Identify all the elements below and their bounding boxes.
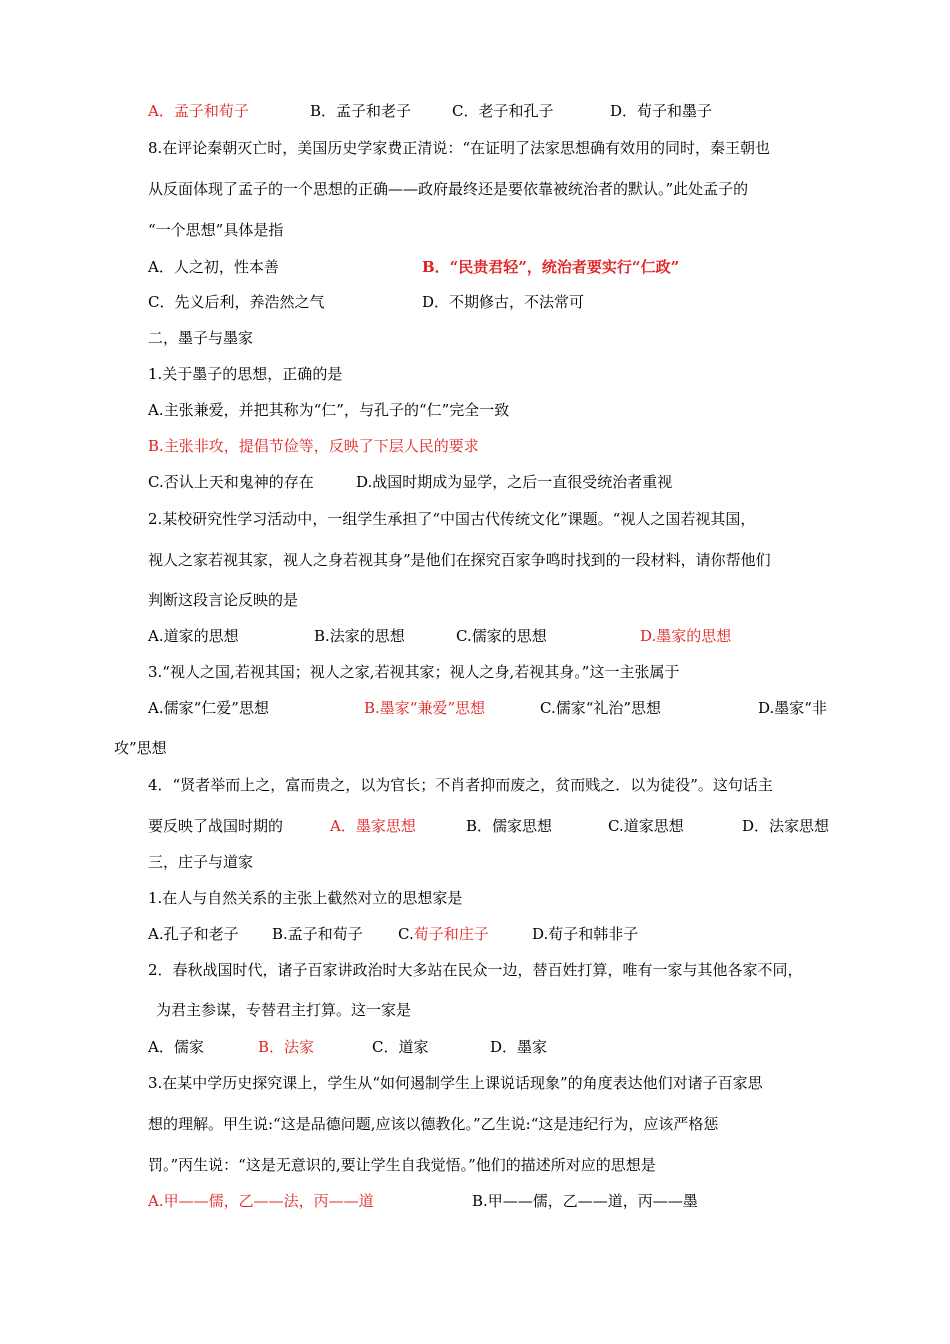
- q8-option-c: C．先义后利，养浩然之气: [148, 293, 325, 311]
- q8-option-d: D．不期修古，不法常可: [422, 293, 585, 311]
- s3q1-option-c-letter: C.: [398, 925, 414, 943]
- s3q1-option-a: A.孔子和老子: [148, 925, 239, 943]
- s3q3-stem-line2: 想的理解。甲生说:“这是品德问题,应该以德教化。”乙生说:“这是违纪行为，应该严格惩: [148, 1115, 719, 1133]
- q8-stem-line1: 8.在评论秦朝灭亡时，美国历史学家费正清说：“在证明了法家思想确有效用的同时，秦王朝也: [148, 139, 770, 157]
- s2q3-option-c: C.儒家“礼治”思想: [540, 699, 662, 717]
- s3q2-option-b: B．法家: [258, 1038, 315, 1056]
- s3q2-stem-line2: 为君主参谋，专替君主打算。这一家是: [156, 1001, 412, 1019]
- s3q2-option-d: D．墨家: [490, 1038, 548, 1056]
- s2q4-stem-line1: 4．“贤者举而上之，富而贵之，以为官长；不肖者抑而废之，贫而贱之．以为徒役”。这句话主: [148, 776, 773, 794]
- s3q2-stem-line1: 2．春秋战国时代，诸子百家讲政治时大多站在民众一边，替百姓打算，唯有一家与其他各家不同，: [148, 961, 803, 979]
- s2q1-option-a: A.主张兼爱，并把其称为“仁”，与孔子的“仁”完全一致: [148, 401, 510, 419]
- s2q1-option-c: C.否认上天和鬼神的存在: [148, 473, 314, 491]
- q8-stem-line2: 从反面体现了孟子的一个思想的正确——政府最终还是要依靠被统治者的默认。”此处孟子的: [148, 180, 749, 198]
- s2q4-option-a: A．墨家思想: [330, 817, 416, 835]
- s2q2-option-d: D.墨家的思想: [640, 627, 732, 645]
- s2q2-stem-line3: 判断这段言论反映的是: [148, 591, 299, 609]
- section3-title: 三，庄子与道家: [148, 853, 254, 871]
- s3q1-option-c: [398, 924, 489, 944]
- q7-option-b: B．孟子和老子: [310, 102, 412, 120]
- s3q2-option-a: A．儒家: [148, 1038, 204, 1056]
- s2q1-stem: 1.关于墨子的思想，正确的是: [148, 365, 343, 383]
- s2q4-stem-line2: 要反映了战国时期的: [148, 817, 284, 835]
- q8-option-b: B．“民贵君轻”，统治者要实行“仁政”: [422, 258, 680, 276]
- s2q2-option-b: B.法家的思想: [314, 627, 405, 645]
- s2q3-option-b: B.墨家“兼爱”思想: [364, 699, 486, 717]
- s2q3-stem: 3.“视人之国,若视其国；视人之家,若视其家；视人之身,若视其身。”这一主张属于: [148, 663, 680, 681]
- q7-option-d: D．荀子和墨子: [610, 102, 713, 120]
- s2q3-option-d: D.墨家“非: [758, 699, 827, 717]
- q8-option-a: A．人之初，性本善: [148, 258, 279, 276]
- s2q2-option-a: A.道家的思想: [148, 627, 239, 645]
- s3q1-stem: 1.在人与自然关系的主张上截然对立的思想家是: [148, 889, 463, 907]
- s3q1-option-c-answer: 荀子和庄子: [413, 925, 489, 943]
- s2q4-option-b: B．儒家思想: [466, 817, 553, 835]
- s3q2-option-c: C．道家: [372, 1038, 429, 1056]
- s3q3-stem-line1: 3.在某中学历史探究课上，学生从“如何遏制学生上课说话现象”的角度表达他们对诸子百家思: [148, 1074, 763, 1092]
- s3q1-option-b: B.孟子和荀子: [272, 925, 363, 943]
- s2q2-option-c: C.儒家的思想: [456, 627, 547, 645]
- s2q2-stem-line1: 2.某校研究性学习活动中，一组学生承担了“中国古代传统文化”课题。“视人之国若视其国，: [148, 510, 756, 528]
- s3q1-option-d: D.荀子和韩非子: [532, 925, 639, 943]
- s2q1-option-b: B.主张非攻，提倡节俭等，反映了下层人民的要求: [148, 437, 479, 455]
- q8-stem-line3: “一个思想”具体是指: [148, 221, 284, 239]
- s2q3-option-d-cont: 攻”思想: [114, 739, 167, 757]
- q7-option-a: A．孟子和荀子: [148, 102, 249, 120]
- s3q3-option-a: A.甲——儒，乙——法，丙——道: [148, 1192, 374, 1210]
- s2q2-stem-line2: 视人之家若视其家，视人之身若视其身”是他们在探究百家争鸣时找到的一段材料，请你帮他们: [148, 551, 771, 569]
- s2q4-option-c: C.道家思想: [608, 817, 684, 835]
- s2q3-option-a: A.儒家“仁爱”思想: [148, 699, 269, 717]
- s3q3-stem-line3: 罚。”丙生说：“这是无意识的,要让学生自我觉悟。”他们的描述所对应的思想是: [148, 1156, 656, 1174]
- s3q3-option-b: B.甲——儒，乙——道，丙——墨: [472, 1192, 698, 1210]
- section2-title: 二，墨子与墨家: [148, 329, 254, 347]
- s2q1-option-d: D.战国时期成为显学，之后一直很受统治者重视: [356, 473, 673, 491]
- s2q4-option-d: D．法家思想: [742, 817, 830, 835]
- q7-option-c: C．老子和孔子: [452, 102, 554, 120]
